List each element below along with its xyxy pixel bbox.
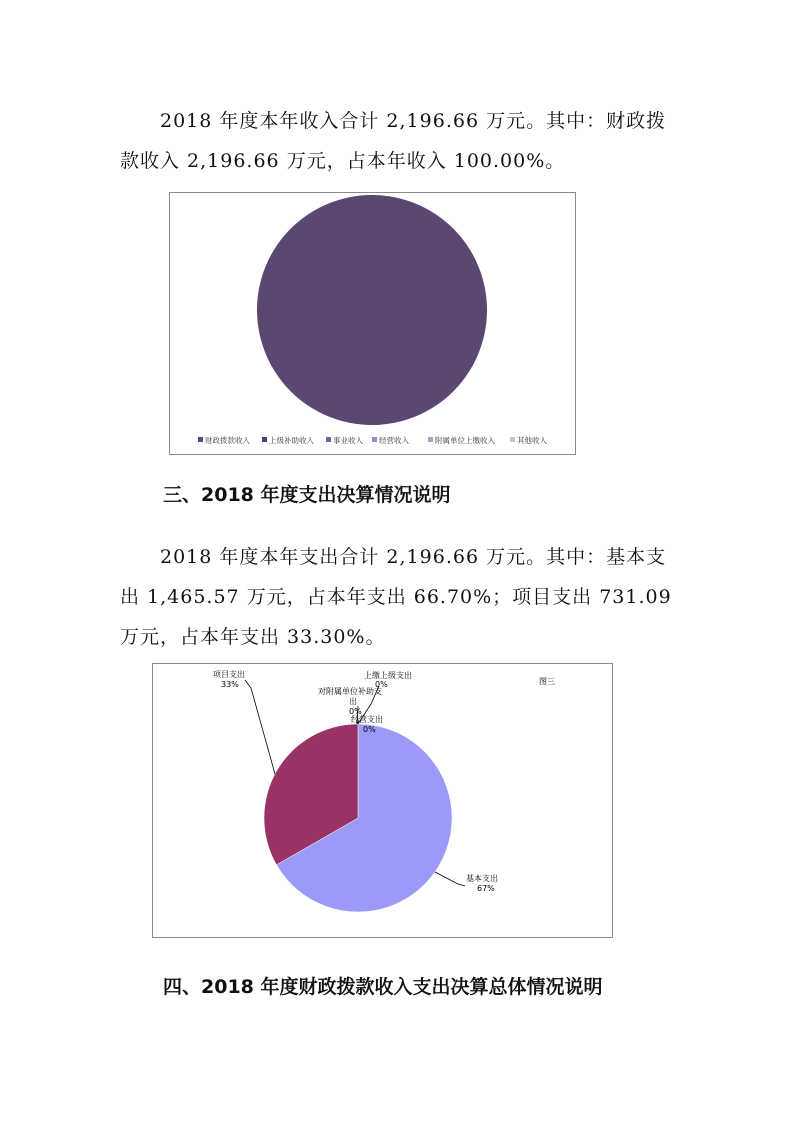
leader-line-project: [245, 680, 275, 774]
legend-label-3: 经营收入: [379, 436, 409, 445]
legend-swatch-3: [372, 437, 377, 442]
label-upper-pct: 0%: [375, 680, 388, 689]
income-summary-line-1: 2018 年度本年收入合计 2,196.66 万元。其中：财政拨: [160, 110, 667, 132]
legend-label-0: 财政拨款收入: [205, 436, 250, 445]
label-operating-name: 经营支出: [351, 715, 383, 724]
label-project-name: 项目支出: [213, 670, 245, 679]
legend-swatch-1: [262, 437, 267, 442]
section-3-heading: 三、2018 年度支出决算情况说明: [163, 484, 451, 506]
expense-pie-chart: [152, 663, 613, 938]
legend-label-5: 其他收入: [517, 436, 547, 445]
income-summary-line-2: 款收入 2,196.66 万元，占本年收入 100.00%。: [120, 150, 566, 172]
legend-swatch-2: [326, 437, 331, 442]
legend-label-4: 附属单位上缴收入: [435, 436, 495, 445]
leader-line-basic: [435, 872, 465, 886]
expense-summary-line-2: 出 1,465.57 万元，占本年支出 66.70%；项目支出 731.09: [120, 586, 672, 608]
label-project-pct: 33%: [221, 680, 239, 689]
income-summary-paragraph: [120, 101, 680, 181]
expense-summary-line-3: 万元，占本年支出 33.30%。: [120, 626, 386, 648]
label-subsidy-name-1: 对附属单位补助支: [318, 687, 382, 696]
legend-label-2: 事业收入: [333, 436, 363, 445]
legend-swatch-0: [198, 437, 203, 442]
chart-title: 图三: [539, 677, 555, 686]
legend-swatch-4: [428, 437, 433, 442]
label-basic-pct: 67%: [477, 884, 495, 893]
expense-pie-svg: [153, 664, 612, 937]
expense-summary-line-1: 2018 年度本年支出合计 2,196.66 万元。其中：基本支: [160, 546, 667, 568]
pie-slice-fiscal-allocation-income: [257, 195, 487, 425]
section-4-heading: 四、2018 年度财政拨款收入支出决算总体情况说明: [163, 976, 603, 998]
label-operating-pct: 0%: [363, 725, 376, 734]
label-basic-name: 基本支出: [466, 874, 498, 883]
legend-label-1: 上级补助收入: [269, 436, 314, 445]
legend-swatch-5: [510, 437, 515, 442]
expense-summary-paragraph: [120, 537, 680, 657]
label-subsidy-name-2: 出: [349, 697, 357, 706]
label-upper-name: 上缴上级支出: [364, 671, 412, 680]
income-pie-chart: [169, 192, 576, 455]
label-subsidy-pct: 0%: [349, 707, 362, 716]
income-pie-svg: [170, 193, 575, 454]
income-pie-legend: [198, 435, 547, 445]
